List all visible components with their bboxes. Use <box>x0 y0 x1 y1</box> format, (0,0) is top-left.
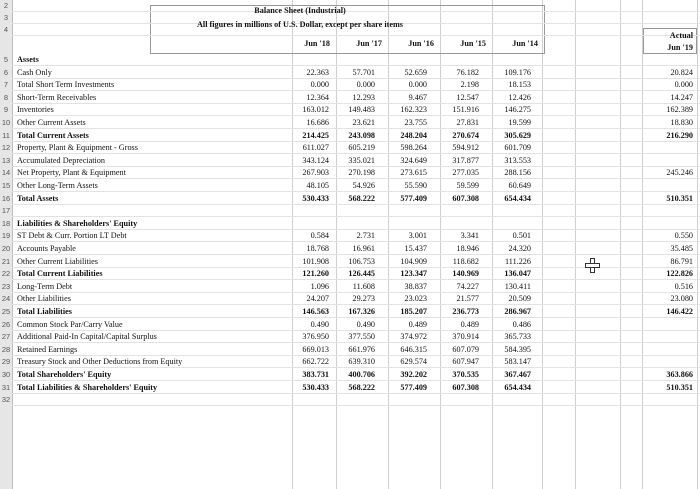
cell-cursor-icon <box>585 258 599 272</box>
value-cell[interactable]: 12.293 <box>352 92 375 102</box>
row-number: 2 <box>3 1 9 10</box>
actual-label: Actual <box>669 31 693 40</box>
row-label: Total Assets <box>17 193 59 203</box>
row-label: Assets <box>17 55 39 64</box>
value-cell[interactable]: 23.621 <box>352 118 375 127</box>
value-cell[interactable]: 0.501 <box>512 231 531 241</box>
value-cell[interactable]: 21.577 <box>456 294 479 304</box>
value-cell[interactable]: 74.227 <box>456 281 479 291</box>
value-cell[interactable]: 27.831 <box>456 118 479 127</box>
row-number: 5 <box>3 55 9 64</box>
actual-value-cell[interactable]: 146.422 <box>666 307 693 316</box>
row-label: Net Property, Plant & Equipment <box>17 168 126 178</box>
value-cell[interactable]: 130.411 <box>504 281 531 291</box>
actual-value-cell[interactable]: 122.826 <box>666 269 693 279</box>
value-cell[interactable]: 52.659 <box>404 67 427 77</box>
sheet-row[interactable] <box>1 281 700 293</box>
value-cell[interactable]: 367.467 <box>504 370 531 379</box>
value-cell[interactable]: 101.908 <box>302 256 329 266</box>
row-label: ST Debt & Curr. Portion LT Debt <box>17 231 127 241</box>
value-cell[interactable]: 1.096 <box>310 281 329 291</box>
row-number: 3 <box>3 13 9 22</box>
value-cell[interactable]: 370.535 <box>452 370 479 379</box>
value-cell[interactable]: 629.574 <box>400 357 427 367</box>
row-number: 10 <box>1 118 11 127</box>
row-label: Other Current Assets <box>17 118 86 127</box>
row-label: Accounts Payable <box>17 244 76 253</box>
value-cell[interactable]: 598.264 <box>400 143 427 153</box>
value-cell[interactable]: 377.550 <box>348 332 375 342</box>
value-cell[interactable]: 607.947 <box>452 357 479 367</box>
column-header: Jun '15 <box>460 39 486 48</box>
row-number: 27 <box>1 332 11 342</box>
sheet-row[interactable] <box>1 117 700 129</box>
sheet-subtitle: All figures in millions of U.S. Dollar, except per share items <box>197 20 403 29</box>
value-cell[interactable]: 376.950 <box>302 332 329 342</box>
value-cell[interactable]: 24.207 <box>306 294 329 304</box>
value-cell[interactable]: 111.226 <box>504 256 531 266</box>
row-label: Long-Term Debt <box>17 281 73 291</box>
row-number: 21 <box>1 256 11 266</box>
row-number: 9 <box>3 105 9 115</box>
value-cell[interactable]: 383.731 <box>302 370 329 379</box>
value-cell[interactable]: 0.490 <box>310 319 329 329</box>
value-cell[interactable]: 370.914 <box>452 332 479 342</box>
value-cell[interactable]: 48.105 <box>306 181 329 190</box>
row-label: Property, Plant & Equipment - Gross <box>17 143 138 153</box>
sheet-row[interactable] <box>1 142 700 154</box>
actual-value-cell[interactable]: 162.389 <box>666 105 693 115</box>
sheet-row[interactable] <box>1 180 700 192</box>
row-number: 22 <box>1 269 11 279</box>
row-number: 26 <box>1 319 11 329</box>
row-number: 25 <box>1 307 11 316</box>
actual-value-cell[interactable]: 18.830 <box>670 118 693 127</box>
row-number: 20 <box>1 244 11 253</box>
value-cell[interactable]: 583.147 <box>504 357 531 367</box>
value-cell[interactable]: 123.347 <box>400 269 427 279</box>
value-cell[interactable]: 24.320 <box>508 244 531 253</box>
row-label: Common Stock Par/Carry Value <box>17 319 123 329</box>
row-number: 12 <box>1 143 11 153</box>
value-cell[interactable]: 662.722 <box>302 357 329 367</box>
column-header: Jun '17 <box>356 39 382 48</box>
actual-value-cell[interactable]: 510.351 <box>666 382 693 392</box>
value-cell[interactable]: 9.467 <box>408 92 427 102</box>
value-cell[interactable]: 12.426 <box>508 92 531 102</box>
value-cell[interactable]: 286.967 <box>504 307 531 316</box>
value-cell[interactable]: 530.433 <box>302 382 329 392</box>
value-cell[interactable]: 60.649 <box>508 181 531 190</box>
sheet-row[interactable] <box>1 205 700 217</box>
value-cell[interactable]: 654.434 <box>504 193 531 203</box>
value-cell[interactable]: 126.445 <box>348 269 375 279</box>
value-cell[interactable]: 273.615 <box>400 168 427 178</box>
value-cell[interactable]: 0.489 <box>408 319 427 329</box>
value-cell[interactable]: 577.409 <box>400 193 427 203</box>
row-number: 18 <box>1 218 11 228</box>
value-cell[interactable]: 136.047 <box>504 269 531 279</box>
value-cell[interactable]: 59.599 <box>456 181 479 190</box>
row-number: 4 <box>3 25 9 34</box>
value-cell[interactable]: 15.437 <box>404 244 427 253</box>
row-number: 13 <box>1 155 11 165</box>
sheet-row[interactable] <box>1 218 700 230</box>
value-cell[interactable]: 0.000 <box>356 80 375 90</box>
value-cell[interactable]: 3.001 <box>408 231 427 241</box>
value-cell[interactable]: 392.202 <box>400 370 427 379</box>
row-number: 6 <box>3 67 9 77</box>
row-label: Cash Only <box>17 67 52 77</box>
value-cell[interactable]: 343.124 <box>302 155 329 165</box>
sheet-row[interactable] <box>3 79 700 91</box>
actual-value-cell[interactable]: 216.290 <box>666 130 693 140</box>
value-cell[interactable]: 365.733 <box>504 332 531 342</box>
actual-value-cell[interactable]: 363.866 <box>666 370 693 379</box>
value-cell[interactable]: 20.509 <box>508 294 531 304</box>
value-cell[interactable]: 0.000 <box>310 80 329 90</box>
row-number: 17 <box>1 206 11 216</box>
value-cell[interactable]: 29.273 <box>352 294 375 304</box>
row-label: Additional Paid-In Capital/Capital Surplus <box>17 332 157 342</box>
actual-value-cell[interactable]: 20.824 <box>670 67 693 77</box>
value-cell[interactable]: 54.926 <box>352 181 375 190</box>
value-cell[interactable]: 288.156 <box>504 168 531 178</box>
value-cell[interactable]: 236.773 <box>452 307 479 316</box>
sheet-row[interactable] <box>1 369 700 381</box>
value-cell[interactable]: 146.275 <box>504 105 531 115</box>
sheet-row[interactable] <box>1 293 700 305</box>
row-number: 30 <box>1 370 11 379</box>
row-label: Treasury Stock and Other Deductions from Equity <box>17 357 183 367</box>
value-cell[interactable]: 151.916 <box>452 105 479 115</box>
value-cell[interactable]: 16.961 <box>352 244 375 253</box>
value-cell[interactable]: 163.012 <box>302 105 329 115</box>
value-cell[interactable]: 277.035 <box>452 168 479 178</box>
sheet-row[interactable] <box>3 54 700 66</box>
value-cell[interactable]: 167.326 <box>348 307 375 316</box>
value-cell[interactable]: 374.972 <box>400 332 427 342</box>
value-cell[interactable]: 57.701 <box>352 67 375 77</box>
value-cell[interactable]: 305.629 <box>504 130 531 140</box>
row-label: Other Liabilities <box>17 294 71 304</box>
row-number: 15 <box>1 181 11 190</box>
actual-period: Jun '19 <box>667 43 693 52</box>
sheet-row[interactable] <box>1 230 700 242</box>
value-cell[interactable]: 104.909 <box>400 256 427 266</box>
value-cell[interactable]: 0.000 <box>408 80 427 90</box>
value-cell[interactable]: 0.489 <box>460 319 479 329</box>
actual-value-cell[interactable]: 35.485 <box>670 244 693 253</box>
value-cell[interactable]: 577.409 <box>400 382 427 392</box>
row-number: 23 <box>1 281 11 291</box>
value-cell[interactable]: 568.222 <box>348 382 375 392</box>
row-number: 32 <box>1 395 11 405</box>
sheet-row[interactable] <box>1 193 700 205</box>
value-cell[interactable]: 140.969 <box>452 269 479 279</box>
sheet-row[interactable] <box>1 155 700 167</box>
column-header: Jun '18 <box>304 39 330 48</box>
sheet-row[interactable] <box>3 104 700 116</box>
row-label: Retained Earnings <box>17 344 78 354</box>
value-cell[interactable]: 605.219 <box>348 143 375 153</box>
value-cell[interactable]: 18.153 <box>508 80 531 90</box>
value-cell[interactable]: 106.753 <box>348 256 375 266</box>
row-label: Total Short Term Investments <box>17 80 115 90</box>
value-cell[interactable]: 121.260 <box>302 269 329 279</box>
value-cell[interactable]: 601.709 <box>504 143 531 153</box>
value-cell[interactable]: 324.649 <box>400 155 427 165</box>
row-label: Short-Term Receivables <box>17 92 97 102</box>
value-cell[interactable]: 639.310 <box>348 357 375 367</box>
value-cell[interactable]: 270.674 <box>452 130 479 140</box>
value-cell[interactable]: 267.903 <box>302 168 329 178</box>
actual-value-cell[interactable]: 245.246 <box>666 168 693 178</box>
row-label: Accumulated Depreciation <box>17 155 105 165</box>
actual-value-cell[interactable]: 14.247 <box>670 92 693 102</box>
actual-value-cell[interactable]: 0.516 <box>674 281 693 291</box>
row-label: Liabilities & Shareholders' Equity <box>17 218 138 228</box>
row-number: 28 <box>1 344 11 354</box>
row-number: 24 <box>1 294 11 304</box>
column-header: Jun '16 <box>408 39 434 48</box>
sheet-row[interactable] <box>1 344 700 356</box>
value-cell[interactable]: 38.837 <box>404 281 427 291</box>
value-cell[interactable]: 2.198 <box>460 80 479 90</box>
value-cell[interactable]: 0.490 <box>356 319 375 329</box>
value-cell[interactable]: 22.363 <box>306 67 329 77</box>
row-label: Inventories <box>17 105 54 115</box>
value-cell[interactable]: 149.483 <box>348 105 375 115</box>
row-number: 8 <box>3 92 9 102</box>
sheet-row[interactable] <box>1 394 700 406</box>
sheet-title: Balance Sheet (Industrial) <box>254 6 346 15</box>
value-cell[interactable]: 11.608 <box>352 281 375 291</box>
value-cell[interactable]: 146.563 <box>302 307 329 316</box>
value-cell[interactable]: 23.023 <box>404 294 427 304</box>
sheet-row[interactable] <box>3 92 700 104</box>
actual-value-cell[interactable]: 0.000 <box>674 80 693 90</box>
value-cell[interactable]: 661.976 <box>348 344 375 354</box>
actual-value-cell[interactable]: 0.550 <box>674 231 693 241</box>
actual-value-cell[interactable]: 510.351 <box>666 193 693 203</box>
value-cell[interactable]: 109.176 <box>504 67 531 77</box>
value-cell[interactable]: 270.198 <box>348 168 375 178</box>
value-cell[interactable]: 0.584 <box>310 231 329 241</box>
row-label: Other Current Liabilities <box>17 256 98 266</box>
row-label: Total Liabilities & Shareholders' Equity <box>17 382 158 392</box>
value-cell[interactable]: 2.731 <box>356 231 375 241</box>
value-cell[interactable]: 185.207 <box>400 307 427 316</box>
row-number: 14 <box>1 168 11 178</box>
row-number: 19 <box>1 231 11 241</box>
value-cell[interactable]: 12.364 <box>306 92 329 102</box>
value-cell[interactable]: 335.021 <box>348 155 375 165</box>
sheet-row[interactable] <box>1 243 700 255</box>
value-cell[interactable]: 23.755 <box>404 118 427 127</box>
value-cell[interactable]: 12.547 <box>456 92 479 102</box>
row-label: Total Shareholders' Equity <box>17 370 112 379</box>
value-cell[interactable]: 313.553 <box>504 155 531 165</box>
actual-value-cell[interactable]: 86.791 <box>670 256 693 266</box>
value-cell[interactable]: 16.686 <box>306 118 329 127</box>
column-header: Jun '14 <box>512 39 538 48</box>
value-cell[interactable]: 669.013 <box>302 344 329 354</box>
value-cell[interactable]: 584.395 <box>504 344 531 354</box>
value-cell[interactable]: 19.599 <box>508 118 531 127</box>
sheet-row[interactable] <box>1 331 700 343</box>
actual-value-cell[interactable]: 23.080 <box>670 294 693 304</box>
value-cell[interactable]: 611.027 <box>302 143 329 153</box>
value-cell[interactable]: 654.434 <box>504 382 531 392</box>
row-label: Total Current Assets <box>17 130 89 140</box>
value-cell[interactable]: 646.315 <box>400 344 427 354</box>
value-cell[interactable]: 568.222 <box>348 193 375 203</box>
value-cell[interactable]: 18.768 <box>306 244 329 253</box>
sheet-row[interactable] <box>1 167 700 179</box>
value-cell[interactable]: 594.912 <box>452 143 479 153</box>
row-label: Total Liabilities <box>17 307 72 316</box>
sheet-row[interactable] <box>1 306 700 318</box>
value-cell[interactable]: 118.682 <box>452 256 479 266</box>
row-number: 11 <box>2 130 10 140</box>
value-cell[interactable]: 18.946 <box>456 244 479 253</box>
row-label: Total Current Liabilities <box>17 269 103 279</box>
sheet-row[interactable] <box>3 67 700 79</box>
sheet-row[interactable] <box>2 130 700 142</box>
sheet-row[interactable] <box>1 319 700 331</box>
value-cell[interactable]: 607.079 <box>452 344 479 354</box>
row-number: 7 <box>3 80 9 90</box>
value-cell[interactable]: 0.486 <box>512 319 531 329</box>
row-number: 31 <box>1 382 11 392</box>
value-cell[interactable]: 248.204 <box>400 130 427 140</box>
value-cell[interactable]: 55.590 <box>404 181 427 190</box>
value-cell[interactable]: 317.877 <box>452 155 479 165</box>
value-cell[interactable]: 162.323 <box>400 105 427 115</box>
value-cell[interactable]: 607.308 <box>452 193 479 203</box>
value-cell[interactable]: 607.308 <box>452 382 479 392</box>
value-cell[interactable]: 530.433 <box>302 193 329 203</box>
sheet-row[interactable] <box>1 382 700 394</box>
value-cell[interactable]: 243.098 <box>348 130 375 140</box>
row-number: 16 <box>1 193 11 203</box>
row-number: 29 <box>1 357 11 367</box>
row-label: Other Long-Term Assets <box>17 181 98 190</box>
sheet-row[interactable] <box>1 356 700 368</box>
value-cell[interactable]: 400.706 <box>348 370 375 379</box>
value-cell[interactable]: 214.425 <box>302 130 329 140</box>
value-cell[interactable]: 3.341 <box>460 231 479 241</box>
value-cell[interactable]: 76.182 <box>456 67 479 77</box>
